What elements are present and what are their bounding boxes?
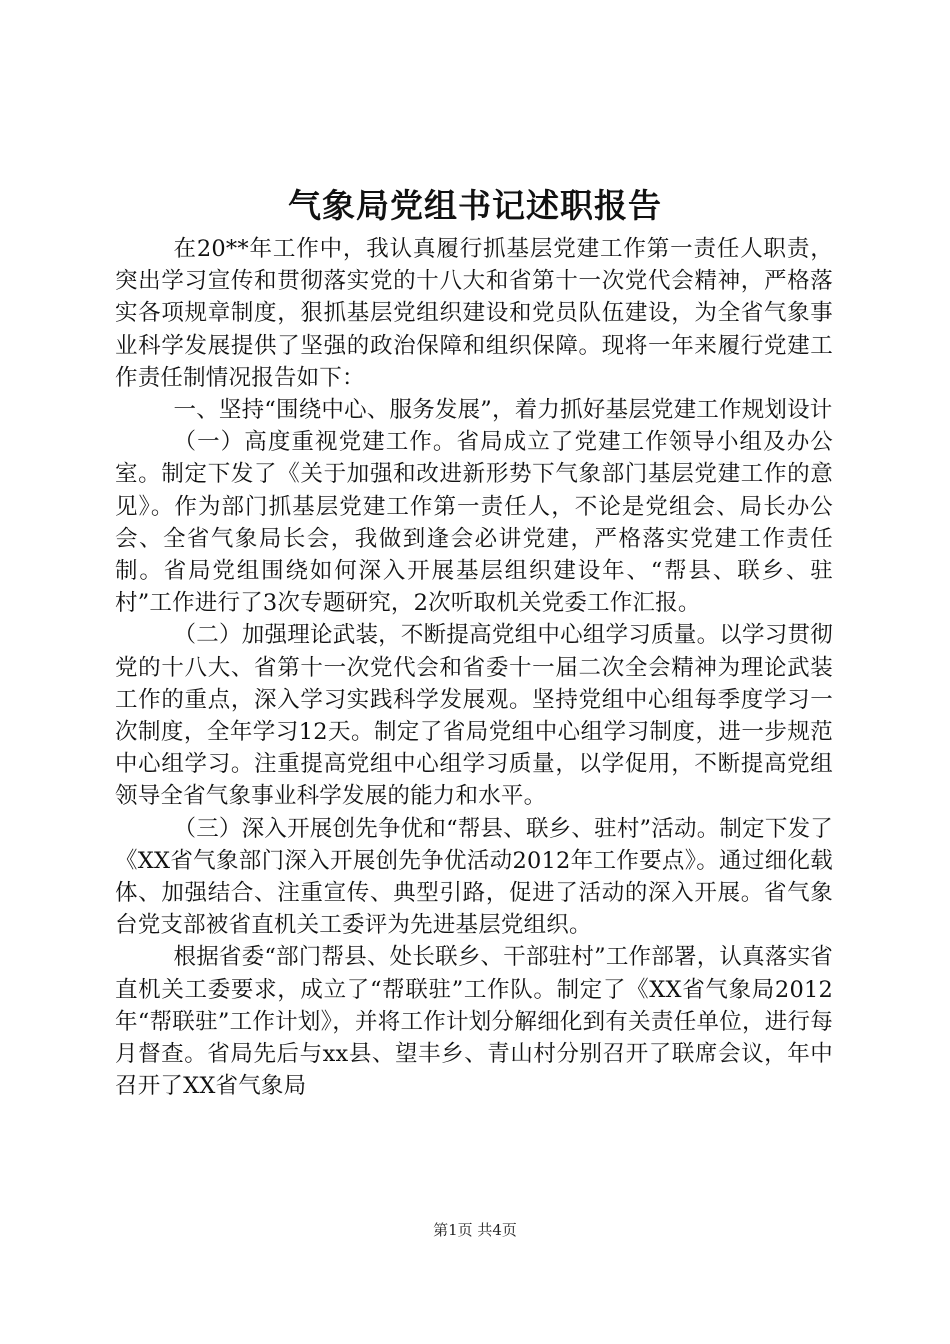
document-body (115, 233, 833, 1102)
paragraph-item-1: （一）高度重视党建工作。省局成立了党建工作领导小组及办公室。制定下发了《关于加强和改进新形势下气象部门基层党建工作的意见》。作为部门抓基层党建工作第一责任人，不论是党组会、局长办公会、全省气象局长会，我做到逢会必讲党建，严格落实党建工作责任制。省局党组围绕如何深入开展基层组织建设年、“帮县、联乡、驻村”工作进行了3次专题研究，2次听取机关党委工作汇报。 (115, 429, 833, 617)
paragraph-item-2: （二）加强理论武装，不断提高党组中心组学习质量。以学习贯彻党的十八大、省第十一次党代会和省委十一届二次全会精神为理论武装工作的重点，深入学习实践科学发展观。坚持党组中心组每季度学习一次制度，全年学习12天。制定了省局党组中心组学习制度，进一步规范中心组学习。注重提高党组中心组学习质量，以学促用，不断提高党组领导全省气象事业科学发展的能力和水平。 (115, 622, 833, 810)
page-number-footer: 第1页 共4页 (433, 1221, 517, 1239)
paragraph-section-heading-1: 一、坚持“围绕中心、服务发展”，着力抓好基层党建工作规划设计 (173, 397, 833, 424)
paragraph-intro: 在20**年工作中，我认真履行抓基层党建工作第一责任人职责，突出学习宣传和贯彻落实党的十八大和省第十一次党代会精神，严格落实各项规章制度，狠抓基层党组织建设和党员队伍建设，为全省气象事业科学发展提供了坚强的政治保障和组织保障。现将一年来履行党建工作责任制情况报告如下： (115, 236, 833, 391)
document-title: 气象局党组书记述职报告 (288, 186, 662, 225)
paragraph-item-3: （三）深入开展创先争优和“帮县、联乡、驻村”活动。制定下发了《XX省气象部门深入开展创先争优活动2012年工作要点》。通过细化载体、加强结合、注重宣传、典型引路，促进了活动的深入开展。省气象台党支部被省直机关工委评为先进基层党组织。 (115, 815, 833, 939)
paragraph-bangxian: 根据省委“部门帮县、处长联乡、干部驻村”工作部署，认真落实省直机关工委要求，成立了“帮联驻”工作队。制定了《XX省气象局2012年“帮联驻”工作计划》，并将工作计划分解细化到有关责任单位，进行每月督查。省局先后与xx县、望丰乡、青山村分别召开了联席会议，年中召开了XX省气象局 (115, 944, 833, 1100)
